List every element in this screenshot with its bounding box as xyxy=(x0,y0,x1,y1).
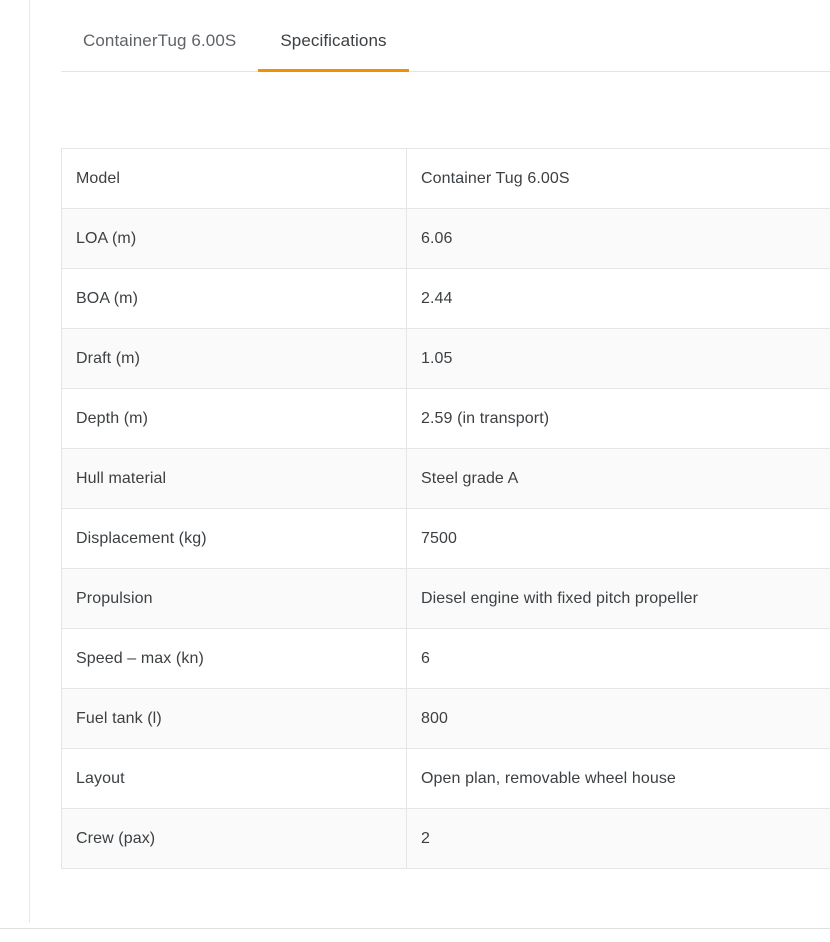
table-row xyxy=(62,629,830,689)
spec-value: 800 xyxy=(407,689,830,749)
spec-key: Layout xyxy=(62,749,407,809)
spec-value: Steel grade A xyxy=(407,449,830,509)
spec-value: 2 xyxy=(407,809,830,869)
spec-key: Hull material xyxy=(62,449,407,509)
spec-key: Crew (pax) xyxy=(62,809,407,869)
spec-key: Displacement (kg) xyxy=(62,509,407,569)
spec-key: LOA (m) xyxy=(62,209,407,269)
tab-containertug-label: ContainerTug 6.00S xyxy=(83,31,237,50)
spec-key: Fuel tank (l) xyxy=(62,689,407,749)
spec-value: 6.06 xyxy=(407,209,830,269)
tab-specifications-label: Specifications xyxy=(280,31,387,50)
spec-value: 2.59 (in transport) xyxy=(407,389,830,449)
specifications-table xyxy=(61,148,830,869)
table-row xyxy=(62,389,830,449)
table-row xyxy=(62,329,830,389)
spec-value: 2.44 xyxy=(407,269,830,329)
table-row xyxy=(62,689,830,749)
spec-value: Diesel engine with fixed pitch propeller xyxy=(407,569,830,629)
spec-value: Open plan, removable wheel house xyxy=(407,749,830,809)
spec-key: BOA (m) xyxy=(62,269,407,329)
tab-specifications[interactable] xyxy=(258,32,408,71)
tab-containertug[interactable] xyxy=(61,32,258,71)
spec-value: 1.05 xyxy=(407,329,830,389)
table-row xyxy=(62,449,830,509)
table-row xyxy=(62,509,830,569)
table-row xyxy=(62,209,830,269)
spec-key: Propulsion xyxy=(62,569,407,629)
spec-value: 6 xyxy=(407,629,830,689)
table-row xyxy=(62,749,830,809)
spec-key: Depth (m) xyxy=(62,389,407,449)
spec-value: 7500 xyxy=(407,509,830,569)
table-row xyxy=(62,269,830,329)
specifications-table-body xyxy=(62,149,830,869)
tab-bar xyxy=(61,0,830,72)
table-row xyxy=(62,809,830,869)
specifications-table-container xyxy=(61,148,830,869)
spec-key: Draft (m) xyxy=(62,329,407,389)
spec-key: Model xyxy=(62,149,407,209)
table-row xyxy=(62,569,830,629)
spec-value: Container Tug 6.00S xyxy=(407,149,830,209)
tab-list xyxy=(61,0,830,71)
spec-key: Speed – max (kn) xyxy=(62,629,407,689)
table-row xyxy=(62,149,830,209)
page-bottom-border xyxy=(0,928,830,929)
